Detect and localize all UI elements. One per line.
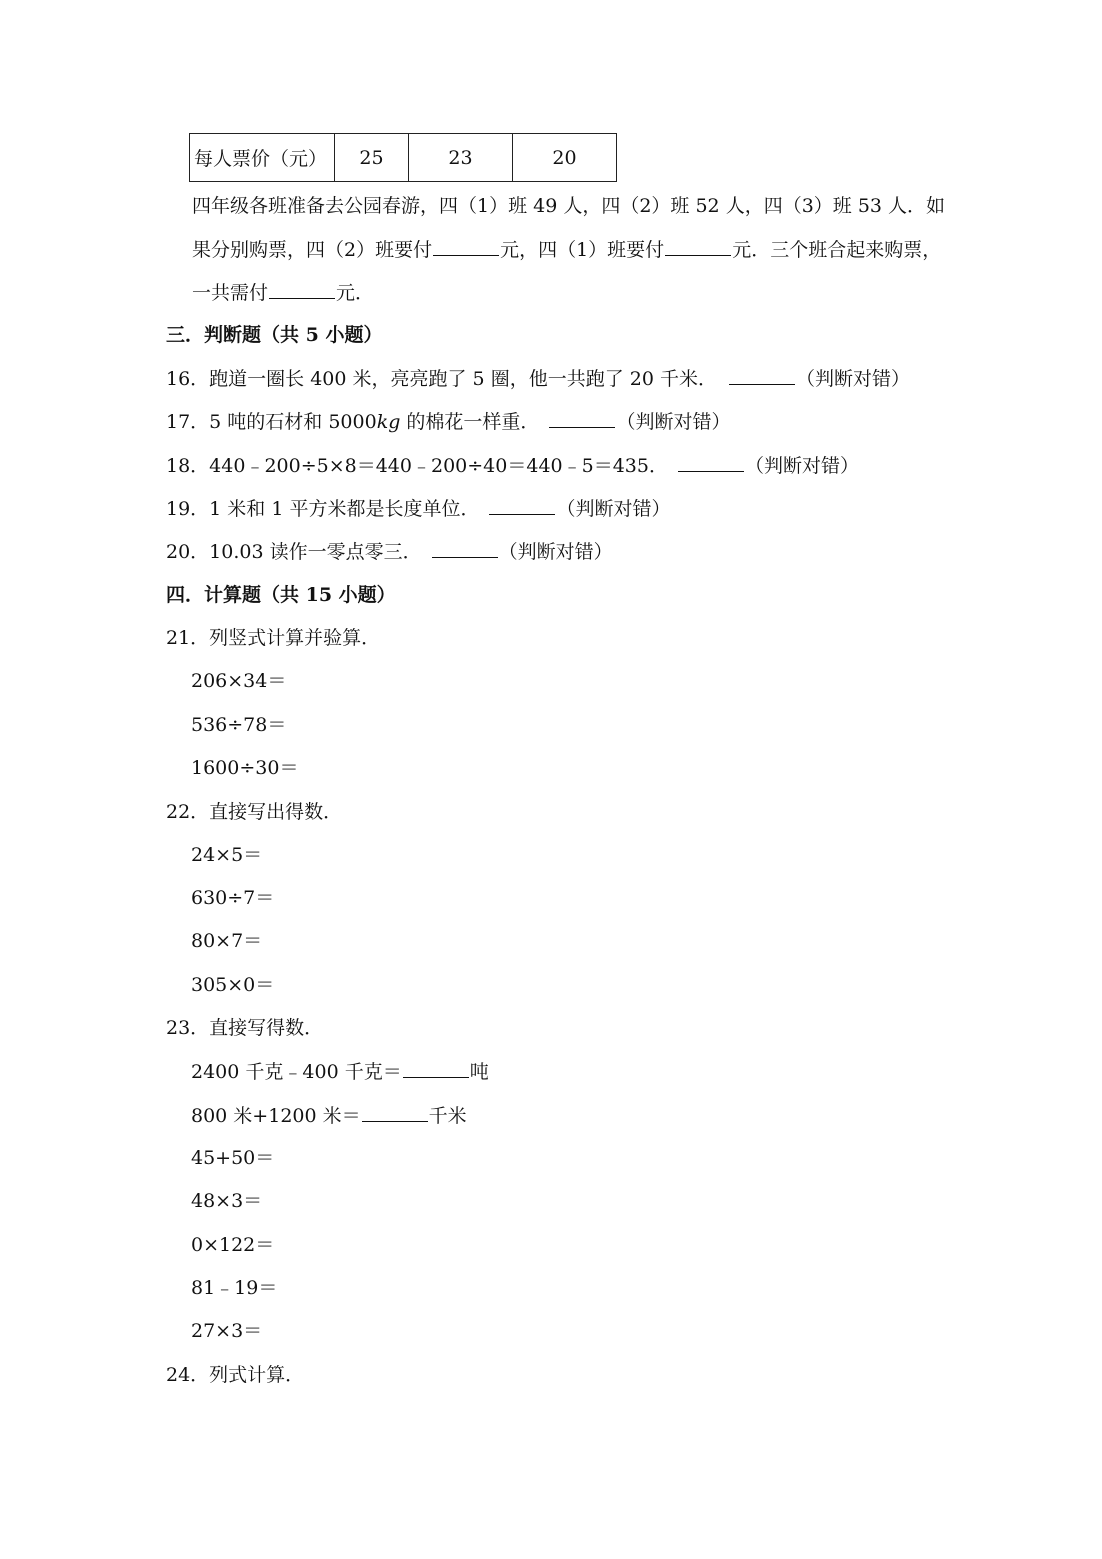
section-title: 四．计算题（共 15 小题） (166, 584, 396, 606)
question-text: 17．5 吨的石材和 5000 (166, 411, 377, 433)
q15-line2 (192, 237, 941, 262)
answer-blank (729, 366, 795, 385)
expression: 630÷7＝ (191, 887, 275, 909)
answer-blank (432, 539, 498, 558)
answer-blank (549, 409, 615, 428)
expression: 27×3＝ (191, 1320, 263, 1342)
expression: 80×7＝ (191, 930, 263, 952)
q15-line1: 四年级各班准备去公园春游，四（1）班 49 人，四（2）班 52 人，四（3）班 53 人．如 (192, 195, 946, 217)
question-text: 的棉花一样重． (400, 411, 540, 433)
answer-blank (362, 1103, 428, 1122)
answer-blank (489, 496, 555, 515)
expression: 0×122＝ (191, 1234, 275, 1256)
question-20 (166, 539, 613, 564)
question-18 (166, 453, 859, 478)
question-suffix: （判断对错） (795, 368, 910, 390)
expression-text: 2400 千克﹣400 千克＝ (191, 1061, 402, 1083)
question-suffix: （判断对错） (616, 411, 731, 433)
question-21-title: 21．列竖式计算并验算． (166, 627, 381, 649)
table-cell: 20 (513, 134, 617, 182)
answer-blank (665, 237, 731, 256)
question-text: 16．跑道一圈长 400 米，亮亮跑了 5 圈，他一共跑了 20 千米． (166, 368, 717, 390)
expression-text: 800 米+1200 米＝ (191, 1105, 361, 1127)
table-cell: 23 (409, 134, 513, 182)
table-cell: 25 (335, 134, 409, 182)
q15-text: 元，四（1）班要付 (500, 239, 665, 261)
table-row (190, 134, 617, 182)
expression: 206×34＝ (191, 670, 287, 692)
q15-text: 元． (336, 282, 375, 304)
question-23-title: 23．直接写得数． (166, 1017, 324, 1039)
expression: 81﹣19＝ (191, 1277, 278, 1299)
expression: 48×3＝ (191, 1190, 263, 1212)
question-17 (166, 409, 730, 434)
expression (191, 1059, 489, 1084)
question-text: 19．1 米和 1 平方米都是长度单位． (166, 498, 480, 520)
expression (191, 1103, 467, 1128)
section-title: 三．判断题（共 5 小题） (166, 324, 383, 346)
expression-unit: 千米 (428, 1105, 467, 1127)
expression: 24×5＝ (191, 844, 263, 866)
expression: 305×0＝ (191, 974, 275, 996)
expression: 1600÷30＝ (191, 757, 299, 779)
answer-blank (678, 453, 744, 472)
answer-blank (433, 237, 499, 256)
question-suffix: （判断对错） (744, 455, 859, 477)
ticket-price-table (189, 133, 617, 182)
q15-line3 (192, 280, 374, 305)
unit-kg: kg (376, 411, 401, 433)
question-22-title: 22．直接写出得数． (166, 801, 343, 823)
question-24-title: 24．列式计算． (166, 1364, 305, 1386)
table-row-label: 每人票价（元） (190, 134, 335, 182)
expression: 536÷78＝ (191, 714, 287, 736)
question-text: 18．440﹣200÷5×8＝440﹣200÷40＝440﹣5＝435． (166, 455, 668, 477)
question-text: 20．10.03 读作一零点零三． (166, 541, 422, 563)
expression: 45+50＝ (191, 1147, 275, 1169)
answer-blank (403, 1059, 469, 1078)
answer-blank (269, 280, 335, 299)
question-suffix: （判断对错） (498, 541, 613, 563)
question-19 (166, 496, 671, 521)
q15-text: 一共需付 (192, 282, 269, 304)
question-suffix: （判断对错） (556, 498, 671, 520)
question-16 (166, 366, 910, 391)
q15-text: 果分别购票，四（2）班要付 (192, 239, 433, 261)
q15-text: 元．三个班合起来购票， (732, 239, 942, 261)
expression-unit: 吨 (469, 1061, 489, 1083)
